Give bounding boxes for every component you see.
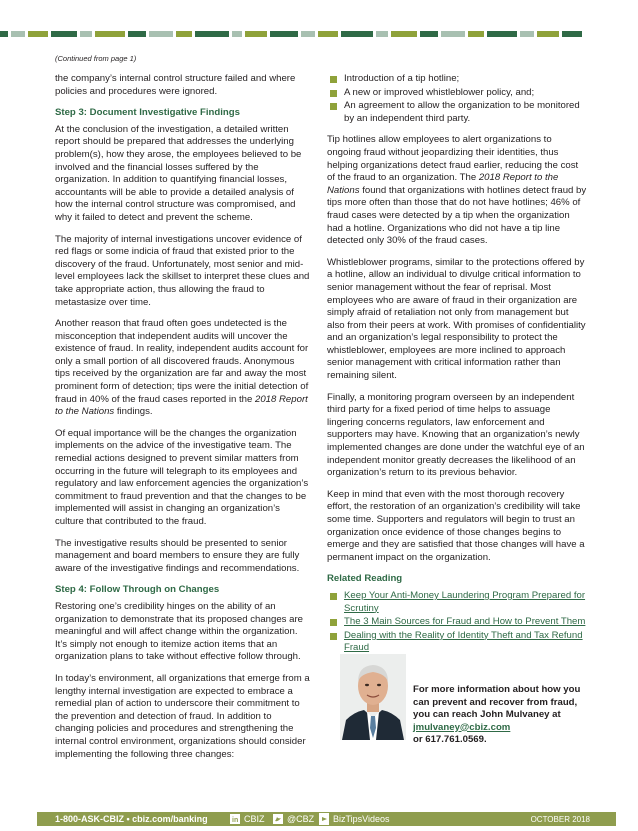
related-list (327, 590, 587, 655)
contact-text: For more information about how you can prevent and recover from fraud, you can reach John Mulvaney at jmulvaney@cbiz.com or 617.761.0569. (413, 684, 581, 746)
footer-bar (37, 812, 616, 826)
header-stripe (0, 31, 638, 37)
contact-box (327, 654, 597, 769)
paragraph: the company’s internal control structure failed and where policies and procedures were ignored. (55, 73, 296, 97)
footer-twitter[interactable]: @CBZ (287, 814, 315, 824)
contact-phone: or 617.761.0569. (413, 734, 487, 746)
related-link[interactable]: Keep Your Anti-Money Laundering Program Prepared for Scrutiny (344, 589, 586, 614)
left-column (55, 73, 311, 770)
paragraph: Finally, a monitoring program overseen by an independent third party for a fixed period of time helps to assuage lingering concerns regulators, law enforcement and supporters may have. Knowing that an organization’s newly implemented changes are done under the watchful eye of an independent monitor greatly decreases the likelihood of an organization’s return to its previous behavior. (327, 391, 585, 479)
paragraph: Of equal importance will be the changes the organization implements on the advice of the investigative team. The remedial actions designed to prevent similar matters from occurring in the future will telegraph to its employees and regulatory and law enforcement agencies the organization’s commitment to fraud prevention and that the changes to be implemented will assist in changing an organization’s culture that contributed to the fraud. (55, 427, 309, 527)
report-title: 2018 Report to the Nations (55, 393, 308, 418)
paragraph: Tip hotlines allow employees to alert organizations to ongoing fraud without jeopardizing their identities, thus helping organizations detect fraud earlier, reducing the cost of the fraud to an organization. The 2018 Report to the Nations found that organizations with hotlines detect fraud by tips more often than those that do not have hotlines; 46% of fraud cases were detected by a tip when the organization had a hotline. Organizations who did not have a tip line detected only 30% of the fraud cases. (327, 134, 587, 247)
paragraph: Another reason that fraud often goes undetected is the misconception that independent audits will uncover the existence of fraud. In reality, independent audits account for only a small portion of all discovered frauds. Anonymous tips received by the organization are far and away the most prominent form of detection; tips were the initial detection of fraud in 40% of the fraud cases reported in the 2018 Report to the Nations findings. (55, 318, 309, 418)
contact-photo (340, 654, 406, 740)
related-link[interactable]: The 3 Main Sources for Fraud and How to Prevent Them (344, 616, 586, 628)
paragraph: In today’s environment, all organizations that emerge from a lengthy internal investigation are expected to embrace a remedial plan of action to underscore their commitment to the prevention and detection of fraud. In addition to changing policies and procedures and strengthening the internal control environment, organizations should consider implementing the following three changes: (55, 672, 310, 760)
continued-note: (Continued from page 1) (55, 54, 137, 63)
related-item (327, 630, 587, 655)
footer-linkedin[interactable]: CBIZ (244, 814, 265, 824)
related-item (327, 590, 587, 615)
section-heading: Step 3: Document Investigative Findings (55, 107, 240, 119)
paragraph: At the conclusion of the investigation, a detailed written report should be prepared that addresses the underlying problem(s), how they arose, the employees believed to be involved and the financial losses suffered by the organization. In addition to quantifying financial losses, accountants will be able to provide a detailed analysis of how the internal control structure was compromised, and why it failed to detect and prevent the scheme. (55, 123, 302, 223)
related-link[interactable]: Dealing with the Reality of Identity Theft and Tax Refund Fraud (344, 629, 583, 654)
list-item: Introduction of a tip hotline; (327, 73, 587, 86)
paragraph: The investigative results should be presented to senior management and board members to ensure they are fully aware of the investigative findings and recommendations. (55, 537, 300, 574)
paragraph: Keep in mind that even with the most thorough recovery effort, the restoration of an organization’s credibility will take some time. Supporters and regulators will begin to trust an organization once evidence of those changes begins to emerge and they are satisfied that those changes will have a permanent impact on the organization. (327, 488, 585, 563)
list-item: A new or improved whistleblower policy, and; (327, 87, 587, 100)
report-title: 2018 Report to the Nations (327, 172, 559, 196)
list-item: An agreement to allow the organization to be monitored by an independent third party. (327, 100, 587, 125)
footer-date: OCTOBER 2018 (530, 815, 590, 824)
footer-contact: 1-800-ASK-CBIZ • cbiz.com/banking (55, 814, 208, 824)
contact-email-link[interactable]: jmulvaney@cbiz.com (413, 721, 511, 733)
paragraph: Restoring one’s credibility hinges on the ability of an organization to demonstrate that its proposed changes are meaningful and will affect change within the organization. It’s simply not enough to itemize action items that an organization plans to take without effective follow through. (55, 600, 303, 663)
related-item (327, 616, 587, 629)
portrait-image (340, 654, 406, 740)
paragraph: The majority of internal investigations uncover evidence of red flags or some indicia of fraud that existed prior to the discovery of the fraud. Unfortunately, most senior and mid-level employees lack the skillset to interpret these clues and take appropriate action, thus allowing the fraud to metastasize over time. (55, 233, 310, 308)
section-heading: Step 4: Follow Through on Changes (55, 584, 220, 596)
footer (0, 812, 638, 826)
change-list (327, 73, 587, 125)
footer-graphic (37, 812, 616, 826)
related-reading-title: Related Reading (327, 573, 403, 585)
svg-text:in: in (232, 817, 239, 824)
right-column (327, 73, 587, 664)
footer-youtube[interactable]: BizTipsVideos (333, 814, 390, 824)
paragraph: Whistleblower programs, similar to the protections offered by a hotline, allow an individual to divulge critical information to senior management without the fear of reprisal. Most employees who are aware of fraud in their organization are simply afraid of retaliation not only from management but also from their peers at work. With promises of confidentiality and an organization’s legal responsibility to protect the whistleblower, employees are more inclined to approach senior management with critical information rather than remaining silent. (327, 256, 586, 382)
related-reading (327, 573, 587, 655)
